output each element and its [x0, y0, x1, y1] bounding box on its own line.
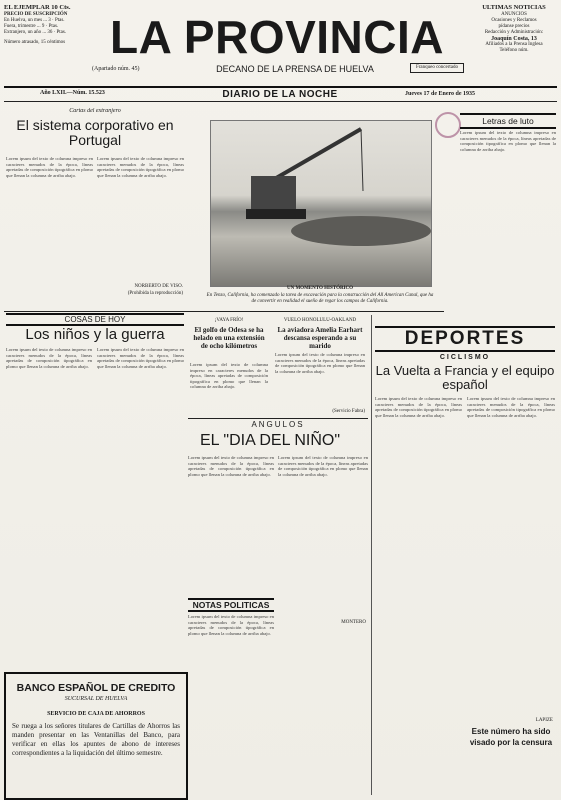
- subscription-line: Fuera, trimestre ... 9 · Ptas.: [4, 24, 59, 29]
- earhart-headline: La aviadora Amelia Earhart descansa esperando a su marido: [277, 326, 363, 350]
- issue-number: Año LXII.—Núm. 15.523: [40, 90, 105, 96]
- rule: [4, 86, 557, 88]
- odesa-headline: El golfo de Odesa se ha helado en una extensión de ocho kilómetros: [193, 326, 265, 350]
- censor-note: Este número ha sido visado por la censura: [469, 727, 553, 747]
- odesa-body: Lorem ipsum del texto de columna impreso en caracteres menudos de la época, líneas apretadas de composición tipográfica en plomo que llenan la columna de arriba abajo.: [190, 362, 268, 389]
- latest-news-heading: ULTIMAS NOTICIAS: [482, 4, 546, 11]
- bank-branch: SUCURSAL DE HUELVA: [64, 696, 128, 702]
- article-signature: NORBERTO DE VISO.: [134, 284, 183, 289]
- article-extranjero: [6, 108, 184, 308]
- article-headline: El sistema corporativo en Portugal: [16, 117, 174, 148]
- photo-caption-head: UN MOMENTO HISTÓRICO: [286, 286, 354, 291]
- article-kicker: Cartas del extranjero: [69, 108, 121, 114]
- angulos-body: Lorem ipsum del texto de columna impreso en caracteres menudos de la época, líneas apretadas de composición tipográfica en plomo que llenan la columna de arriba abajo.: [278, 455, 368, 477]
- earhart-kicker: VUELO HONOLULU-OAKLAND: [283, 318, 357, 323]
- newspaper-subtitle: DECANO DE LA PRENSA DE HUELVA: [216, 64, 374, 74]
- photo-caption: En Tenzo, California, ha comenzado la tarea de excavación para la construcción del All American Canal, que ha de convertir en realidad el sueño de regar los campos de California.: [206, 293, 434, 304]
- library-stamp: [435, 112, 461, 138]
- bank-service: SERVICIO DE CAJA DE AHORROS: [47, 711, 145, 717]
- luto-body: Lorem ipsum del texto de columna impreso en caracteres menudos de la época, líneas apretadas de composición tipográfica en plomo que llenan la columna de arriba abajo.: [460, 130, 556, 152]
- deportes-kicker: CICLISMO: [439, 354, 491, 361]
- cosas-body: Lorem ipsum del texto de columna impreso en caracteres menudos de la época, líneas apretadas de composición tipográfica en plomo que llenan la columna de arriba abajo.: [97, 347, 184, 369]
- excavator-illustration: [211, 121, 431, 286]
- office-note: Afiliados a la Prensa Inglesa: [485, 42, 543, 47]
- angulos-body: Lorem ipsum del texto de columna impreso en caracteres menudos de la época, líneas apretadas de composición tipográfica en plomo que llenan la columna de arriba abajo.: [188, 455, 274, 477]
- daily-label: DIARIO DE LA NOCHE: [222, 89, 338, 100]
- angulos-headline: EL "DIA DEL NIÑO": [200, 432, 340, 449]
- politicas-headline: NOTAS POLITICAS: [188, 598, 274, 612]
- odesa-kicker: ¡VAYA FRÍO!: [214, 318, 244, 323]
- bank-notice: Se ruega a los señores titulares de Cartillas de Ahorros las manden presentar en las Ventanillas del Banco, para verificar en ellas los apuntes de abono de intereses correspondientes a la liquidación del último semestre.: [12, 722, 180, 757]
- column-divider: [371, 315, 372, 795]
- cosas-kicker: COSAS DE HOY: [6, 313, 184, 326]
- earhart-body: Lorem ipsum del texto de columna impreso en caracteres menudos de la época, líneas apretadas de composición tipográfica en plomo que llenan la columna de arriba abajo.: [275, 352, 365, 374]
- deportes-body: Lorem ipsum del texto de columna impreso en caracteres menudos de la época, líneas apretadas de composición tipográfica en plomo que llenan la columna de arriba abajo.: [375, 396, 462, 418]
- office-label: Redacción y Administración:: [484, 30, 544, 35]
- rule: [4, 101, 557, 102]
- luto-headline: Letras de luto: [460, 113, 556, 129]
- subscription-line: Extranjero, un año ... 36 · Ptas.: [4, 30, 67, 35]
- issue-date: Jueves 17 de Enero de 1935: [405, 91, 476, 97]
- ads-label: pídanse precios: [498, 24, 530, 29]
- cosas-headline: Los niños y la guerra: [25, 326, 165, 343]
- rule: [188, 418, 368, 419]
- angulos-kicker: ANGULOS: [251, 420, 305, 429]
- bank-name: BANCO ESPAÑOL DE CREDITO: [16, 682, 176, 694]
- rule: [4, 311, 444, 312]
- deportes-body: Lorem ipsum del texto de columna impreso en caracteres menudos de la época, líneas apretadas de composición tipográfica en plomo que llenan la columna de arriba abajo.: [467, 396, 555, 418]
- ads-label: ANUNCIOS: [501, 12, 527, 17]
- deportes-headline: DEPORTES: [375, 326, 555, 352]
- phone-label: Teléfono núm.: [499, 48, 529, 53]
- cosas-body: Lorem ipsum del texto de columna impreso en caracteres menudos de la época, líneas apretadas de composición tipográfica en plomo que llenan la columna de arriba abajo.: [6, 347, 92, 369]
- deportes-signature: LAPIZE: [535, 718, 553, 723]
- masthead-right: [470, 4, 558, 54]
- masthead-left: [4, 4, 92, 46]
- politicas-body: Lorem ipsum del texto de columna impreso en caracteres menudos de la época, líneas apretadas de composición tipográfica en plomo que llenan la columna de arriba abajo.: [188, 614, 274, 636]
- earhart-signature: (Servicio Fabra): [332, 409, 365, 414]
- article-body: Lorem ipsum del texto de columna impreso en caracteres menudos de la época, líneas apretadas de composición tipográfica en plomo que llenan la columna de arriba abajo.: [6, 156, 93, 178]
- back-issue-note: Número atrasado, 15 céntimos: [4, 40, 66, 45]
- deportes-title: La Vuelta a Francia y el equipo español: [375, 363, 555, 392]
- newspaper-title: LA PROVINCIA: [110, 11, 444, 63]
- apartado-label: (Apartado núm. 45): [92, 66, 140, 72]
- subscription-heading: PRECIO DE SUSCRIPCIÓN: [4, 12, 68, 17]
- price-label: EL EJEMPLAR 10 Cts.: [4, 4, 71, 11]
- angulos-signature: MONTERO: [341, 620, 366, 625]
- news-photo: [210, 120, 432, 287]
- article-note: (Prohibida la reproducción): [127, 291, 183, 296]
- subscription-line: En Huelva, un mes ... 3 · Ptas.: [4, 18, 65, 23]
- office-address: Joaquín Costa, 13: [491, 36, 537, 42]
- ads-label: Ocasiones y Reclamos: [491, 18, 537, 23]
- bank-ad: [4, 672, 188, 800]
- franqueo-box: Franqueo concertado: [410, 63, 464, 73]
- article-body: Lorem ipsum del texto de columna impreso en caracteres menudos de la época, líneas apretadas de composición tipográfica en plomo que llenan la columna de arriba abajo.: [97, 156, 184, 178]
